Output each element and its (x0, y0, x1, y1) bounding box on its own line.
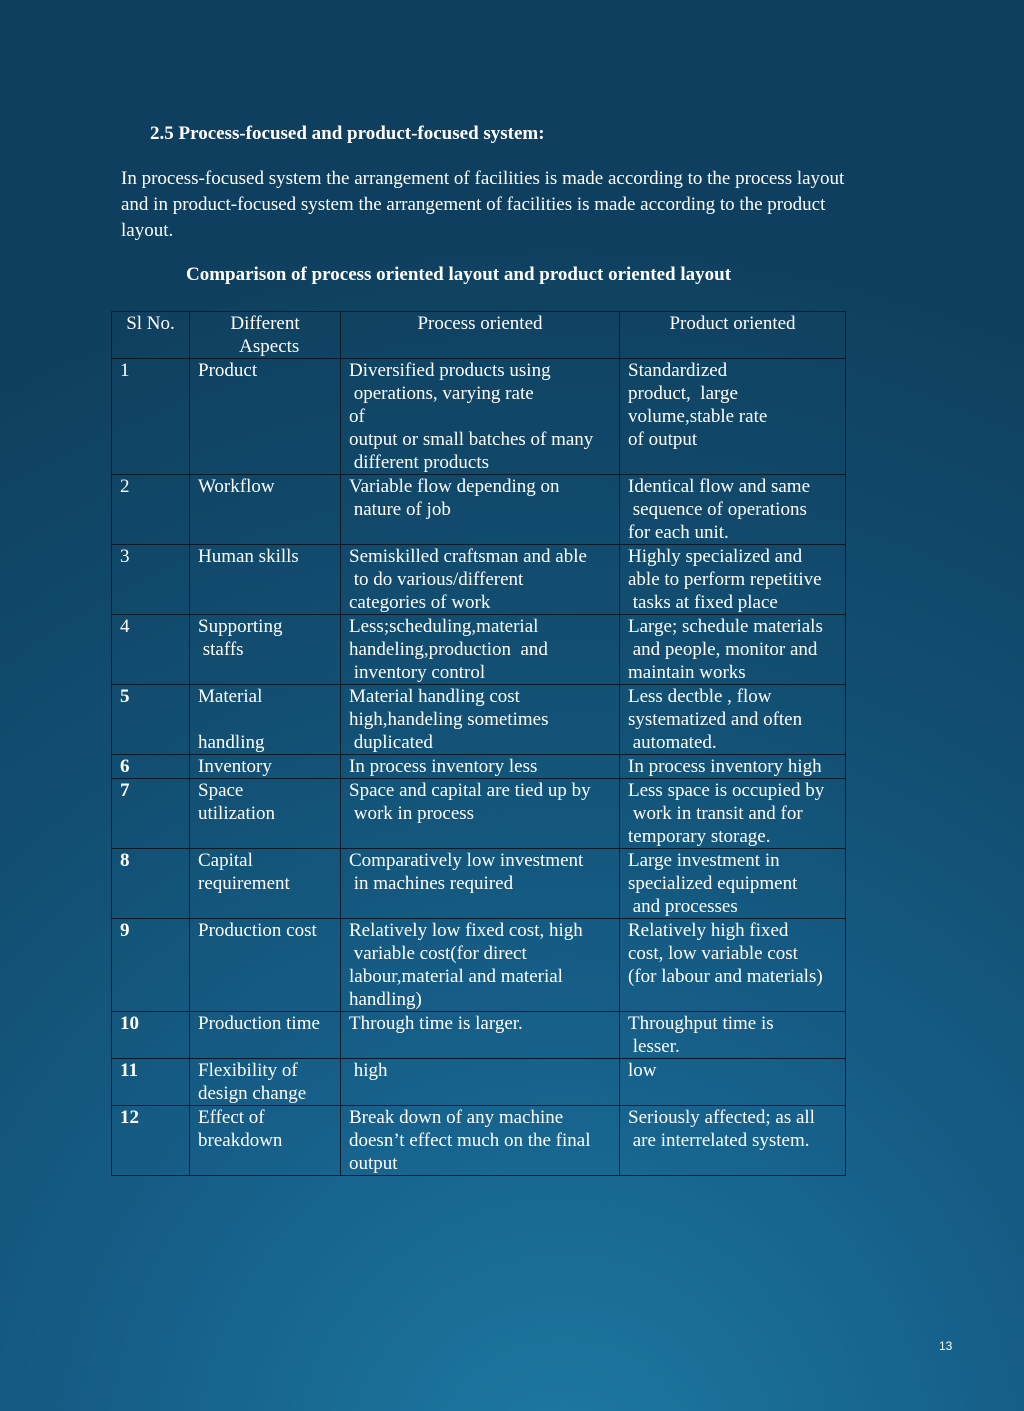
cell-product-oriented (620, 1012, 846, 1059)
cell-line: Throughput time is (628, 1013, 774, 1034)
table-row (112, 1012, 846, 1059)
cell-line: Large investment in (628, 850, 780, 871)
cell-line: of output (628, 429, 698, 450)
cell-line: Relatively low fixed cost, high (349, 920, 583, 941)
cell-line: to do various/different (349, 569, 524, 590)
cell-line: Highly specialized and (628, 546, 803, 567)
cell-process-oriented (341, 685, 620, 755)
cell-line: high,handeling sometimes (349, 709, 549, 730)
header-cell-aspect (190, 312, 341, 359)
cell-line: Less space is occupied by (628, 780, 825, 801)
cell-line: design change (198, 1083, 307, 1104)
cell-line: Through time is larger. (349, 1013, 523, 1034)
table-row (112, 1059, 846, 1106)
cell-sl-no: 3 (112, 545, 190, 615)
cell-sl-no: 1 (112, 359, 190, 475)
cell-line: utilization (198, 803, 276, 824)
table-row (112, 475, 846, 545)
cell-line: Less;scheduling,material (349, 616, 539, 637)
cell-line: Semiskilled craftsman and able (349, 546, 587, 567)
cell-line: Flexibility of (198, 1060, 298, 1081)
cell-line: output (349, 1153, 398, 1174)
cell-product-oriented (620, 849, 846, 919)
cell-line: Break down of any machine (349, 1107, 564, 1128)
cell-product-oriented (620, 615, 846, 685)
cell-line: doesn’t effect much on the final (349, 1130, 591, 1151)
cell-line: work in process (349, 803, 475, 824)
cell-process-oriented (341, 1012, 620, 1059)
table-row (112, 1106, 846, 1176)
cell-sl-no: 6 (112, 755, 190, 779)
cell-sl-no: 11 (112, 1059, 190, 1106)
cell-line: Material handling cost (349, 686, 520, 707)
cell-process-oriented (341, 779, 620, 849)
cell-line: handling) (349, 989, 422, 1010)
cell-line: Space and capital are tied up by (349, 780, 591, 801)
cell-line: and processes (628, 896, 738, 917)
cell-sl-no: 7 (112, 779, 190, 849)
cell-sl-no: 5 (112, 685, 190, 755)
cell-process-oriented (341, 755, 620, 779)
cell-process-oriented (341, 1106, 620, 1176)
cell-line: for each unit. (628, 522, 729, 543)
cell-line: nature of job (349, 499, 451, 520)
cell-line: Variable flow depending on (349, 476, 560, 497)
cell-line: and people, monitor and (628, 639, 818, 660)
intro-paragraph (121, 166, 911, 244)
cell-line: variable cost(for direct (349, 943, 527, 964)
cell-sl-no: 8 (112, 849, 190, 919)
header-cell-product-oriented (620, 312, 846, 359)
cell-aspect (190, 615, 341, 685)
cell-product-oriented (620, 685, 846, 755)
cell-line: automated. (628, 732, 717, 753)
cell-line: Large; schedule materials (628, 616, 823, 637)
cell-line: Effect of (198, 1107, 265, 1128)
cell-line: In process inventory high (628, 756, 822, 777)
cell-line: Inventory (198, 756, 272, 777)
cell-line: Identical flow and same (628, 476, 811, 497)
cell-line: Product (198, 360, 258, 381)
cell-aspect (190, 475, 341, 545)
intro-line: In process-focused system the arrangement of facilities is made according to the process layout (121, 168, 845, 189)
cell-line: are interrelated system. (628, 1130, 810, 1151)
cell-line: cost, low variable cost (628, 943, 798, 964)
table-row (112, 359, 846, 475)
cell-line: (for labour and materials) (628, 966, 823, 987)
cell-line: tasks at fixed place (628, 592, 778, 613)
cell-line: product, large (628, 383, 738, 404)
cell-process-oriented (341, 919, 620, 1012)
cell-line: sequence of operations (628, 499, 807, 520)
cell-process-oriented (341, 545, 620, 615)
cell-process-oriented (341, 615, 620, 685)
cell-line: Diversified products using (349, 360, 551, 381)
cell-line: Space (198, 780, 244, 801)
cell-line: temporary storage. (628, 826, 771, 847)
table-title: Comparison of process oriented layout and product oriented layout (186, 264, 732, 285)
cell-line (198, 708, 332, 731)
cell-aspect (190, 849, 341, 919)
cell-line: Aspects (230, 336, 300, 357)
cell-product-oriented (620, 779, 846, 849)
cell-aspect (190, 545, 341, 615)
page-number: 13 (939, 1339, 953, 1353)
cell-line: staffs (198, 639, 244, 660)
cell-line: work in transit and for (628, 803, 803, 824)
cell-line: output or small batches of many (349, 429, 594, 450)
cell-aspect (190, 359, 341, 475)
cell-sl-no: 2 (112, 475, 190, 545)
cell-sl-no: 12 (112, 1106, 190, 1176)
table-row (112, 919, 846, 1012)
table-row (112, 755, 846, 779)
cell-sl-no: 9 (112, 919, 190, 1012)
cell-line: categories of work (349, 592, 491, 613)
cell-process-oriented (341, 359, 620, 475)
cell-line: inventory control (349, 662, 486, 683)
cell-product-oriented (620, 475, 846, 545)
table-header-row (112, 312, 846, 359)
cell-line: Production time (198, 1013, 320, 1034)
cell-line: lesser. (628, 1036, 680, 1057)
header-cell-sl-no (112, 312, 190, 359)
section-heading: 2.5 Process-focused and product-focused system: (150, 123, 545, 144)
cell-product-oriented (620, 545, 846, 615)
cell-process-oriented (341, 1059, 620, 1106)
header-cell-process-oriented (341, 312, 620, 359)
cell-aspect (190, 1012, 341, 1059)
cell-line: Human skills (198, 546, 299, 567)
cell-line: Relatively high fixed (628, 920, 789, 941)
cell-aspect (190, 919, 341, 1012)
cell-line: volume,stable rate (628, 406, 768, 427)
cell-line: Less dectble , flow (628, 686, 772, 707)
cell-aspect (190, 779, 341, 849)
cell-line: breakdown (198, 1130, 283, 1151)
cell-line: duplicated (349, 732, 433, 753)
table-row (112, 615, 846, 685)
cell-line: systematized and often (628, 709, 803, 730)
cell-line: high (349, 1060, 388, 1081)
cell-aspect (190, 755, 341, 779)
cell-product-oriented (620, 755, 846, 779)
cell-line: low (628, 1060, 657, 1081)
cell-line: Material (198, 686, 263, 707)
cell-aspect (190, 1106, 341, 1176)
table-row (112, 779, 846, 849)
cell-line: Different (230, 313, 300, 334)
cell-line: labour,material and material (349, 966, 563, 987)
table-row (112, 685, 846, 755)
cell-line: In process inventory less (349, 756, 538, 777)
cell-aspect (190, 1059, 341, 1106)
cell-line: Production cost (198, 920, 317, 941)
comparison-table (111, 311, 846, 1176)
cell-line: handeling,production and (349, 639, 548, 660)
cell-line: operations, varying rate (349, 383, 534, 404)
cell-sl-no: 4 (112, 615, 190, 685)
cell-product-oriented (620, 1106, 846, 1176)
cell-process-oriented (341, 849, 620, 919)
cell-line: Workflow (198, 476, 275, 497)
table-row (112, 849, 846, 919)
cell-product-oriented (620, 359, 846, 475)
cell-line: Capital (198, 850, 253, 871)
cell-line: different products (349, 452, 489, 473)
cell-product-oriented (620, 919, 846, 1012)
cell-line: Comparatively low investment (349, 850, 584, 871)
cell-line: specialized equipment (628, 873, 798, 894)
cell-product-oriented (620, 1059, 846, 1106)
cell-line: Standardized (628, 360, 728, 381)
cell-line: able to perform repetitive (628, 569, 822, 590)
cell-line: Product oriented (669, 313, 796, 334)
cell-line: in machines required (349, 873, 514, 894)
cell-process-oriented (341, 475, 620, 545)
cell-line: Seriously affected; as all (628, 1107, 815, 1128)
cell-line: Process oriented (417, 313, 543, 334)
cell-line: Supporting (198, 616, 283, 637)
intro-line: layout. (121, 220, 174, 241)
cell-line: requirement (198, 873, 290, 894)
cell-line: Sl No. (126, 313, 175, 334)
cell-sl-no: 10 (112, 1012, 190, 1059)
cell-aspect (190, 685, 341, 755)
table-row (112, 545, 846, 615)
cell-line: handling (198, 732, 265, 753)
cell-line: maintain works (628, 662, 746, 683)
intro-line: and in product-focused system the arrangement of facilities is made according to the product (121, 194, 826, 215)
cell-line: of (349, 406, 365, 427)
